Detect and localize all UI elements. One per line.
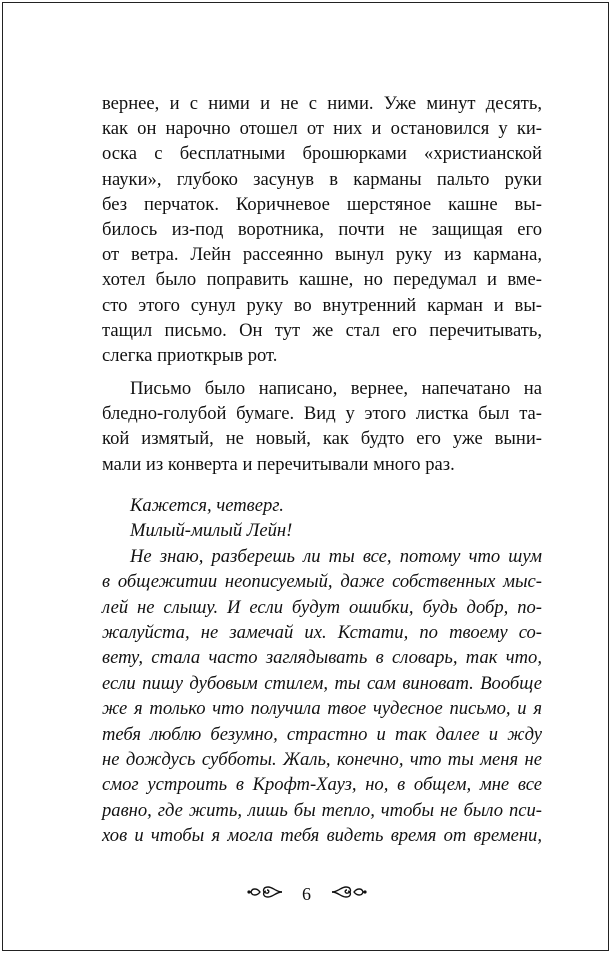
text-line: Не знаю, разберешь ли ты все, потому что шум <box>130 545 542 567</box>
letter-salutation: Милый-милый Лейн! <box>130 520 293 542</box>
text-line: в общежитии неописуемый, даже собственных мыс- <box>102 571 542 593</box>
text-line: кой измятый, не новый, как будто его уже выни- <box>102 428 542 450</box>
text-line: билось из-под воротника, почти не защищая его <box>102 218 542 240</box>
text-line: науки», глубоко засунув в карманы пальто руки <box>102 168 542 190</box>
text-line: не дождусь субботы. Жаль, конечно, что ты меня не <box>102 748 542 770</box>
paragraph-1 <box>102 91 542 368</box>
paragraph-2 <box>102 376 542 477</box>
text-line: оска с бесплатными брошюрками «христианской <box>102 143 542 165</box>
page-number: 6 <box>302 884 311 905</box>
letter-dateline: Кажется, четверг. <box>130 495 284 516</box>
text-line: вернее, и с ними и не с ними. Уже минут десять, <box>102 93 542 114</box>
ornament-left-icon <box>246 883 286 906</box>
text-line: от ветра. Лейн рассеянно вынул руку из кармана, <box>102 244 542 266</box>
text-line: Письмо было написано, вернее, напечатано на <box>130 378 542 400</box>
text-line: без перчаток. Коричневое шерстяное кашне вы- <box>102 193 542 215</box>
text-line: хов и чтобы я могла тебя видеть время от времени, <box>102 825 542 847</box>
text-line: хотел было поправить кашне, но передумал и вме- <box>102 269 542 291</box>
text-line: вету, стала часто заглядывать в словарь, так что, <box>102 647 542 669</box>
text-line: же я только что получила твое чудесное письмо, и я <box>102 698 542 720</box>
page-footer <box>0 883 613 906</box>
text-line: если пишу дубовым стилем, ты сам виноват. Вообще <box>102 672 542 694</box>
text-line: мали из конверта и перечитывали много раз. <box>102 453 455 475</box>
text-line: бледно-голубой бумаге. Вид у этого листка был та- <box>102 403 542 425</box>
text-line: лей не слышу. И если будут ошибки, будь добр, по- <box>102 596 542 618</box>
text-line: жалуйста, не замечай их. Кстати, по твоему со- <box>102 621 542 643</box>
text-line: равно, где жить, лишь бы тепло, чтобы не было пси- <box>102 799 542 821</box>
text-line: тащил письмо. Он тут же стал его перечитывать, <box>102 319 542 341</box>
text-line: сто этого сунул руку во внутренний карман и вы- <box>102 294 542 316</box>
text-line: смог устроить в Крофт-Хауз, но, в общем, мне все <box>102 774 542 796</box>
narrative-text <box>102 91 542 477</box>
letter-text <box>102 493 542 848</box>
text-line: слегка приоткрыв рот. <box>102 344 278 366</box>
ornament-right-icon <box>328 883 368 906</box>
text-line: тебя люблю безумно, страстно и так далее и жду <box>102 723 542 745</box>
text-line: как он нарочно отошел от них и остановился у ки- <box>102 118 542 140</box>
